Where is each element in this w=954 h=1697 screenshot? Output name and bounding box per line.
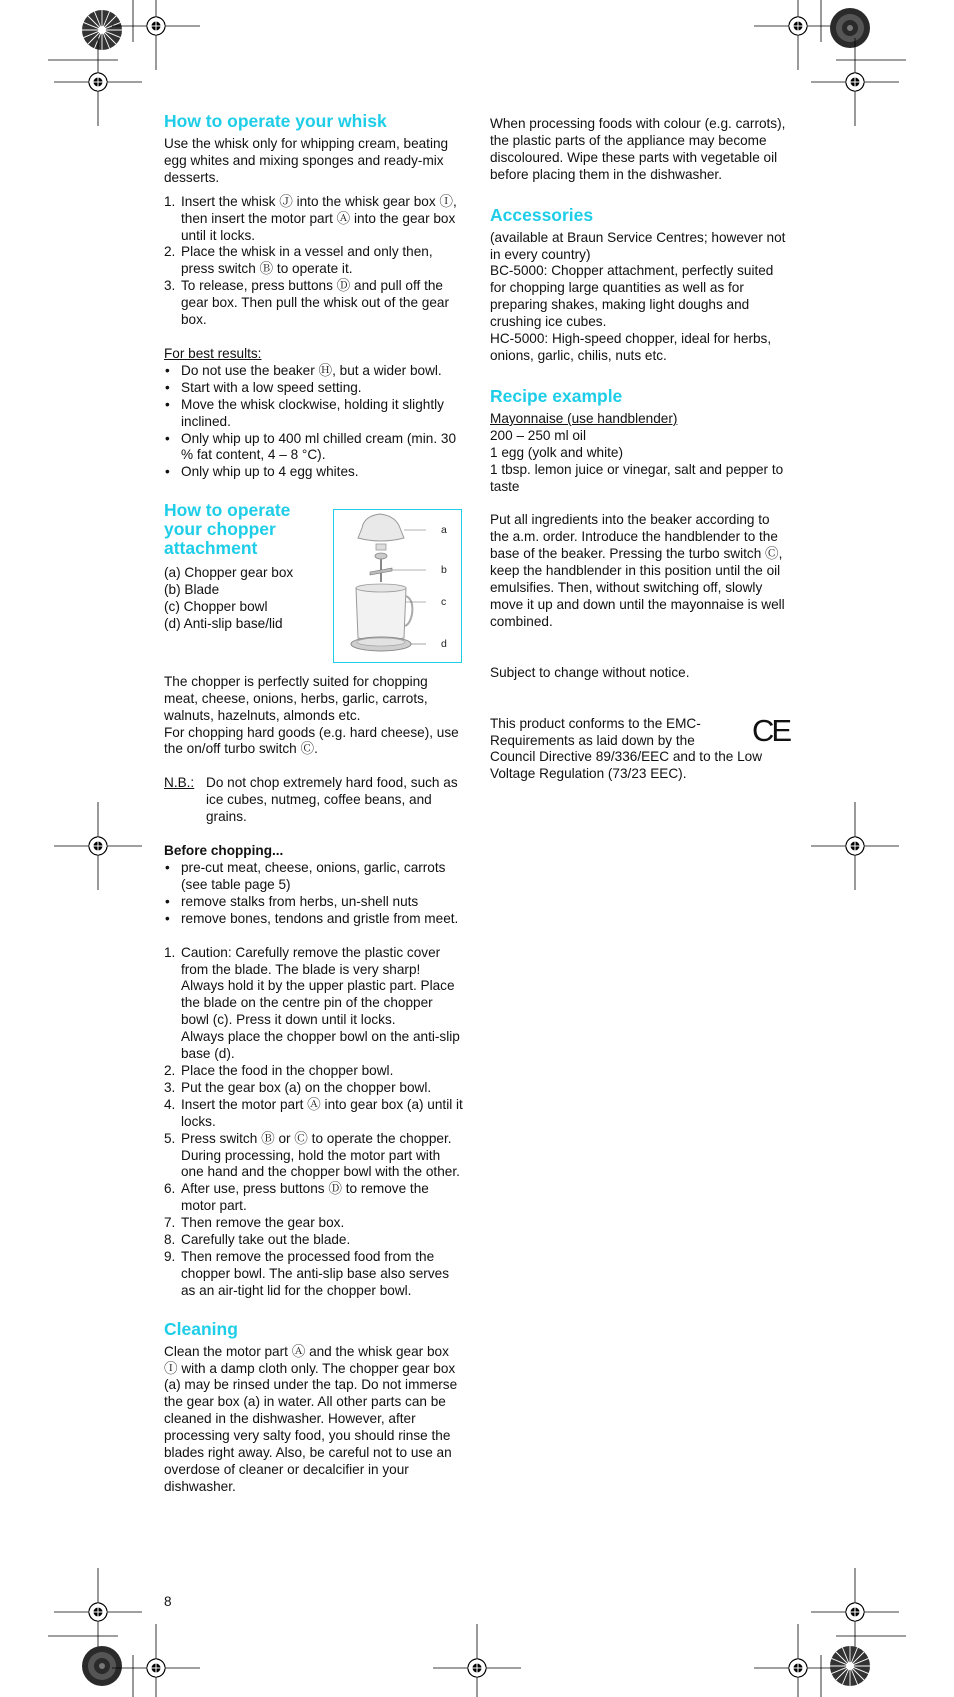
color-wheel-icon [82, 1646, 122, 1686]
ingredient: 200 – 250 ml oil [490, 427, 586, 443]
registration-mark-icon [754, 1624, 842, 1697]
accessories-bc5000: BC-5000: Chopper attachment, perfectly suited for chopping large quantities as well as for preparing shakes, making light doughs and crushing ice cubes. [490, 263, 774, 330]
list-item: 1. Insert the whisk Ⓙ into the whisk gear box Ⓘ, then insert the motor part Ⓐ into the gear box until it locks. [164, 193, 457, 243]
part-label: (b) Blade [164, 582, 220, 598]
registration-mark-icon [754, 0, 842, 70]
part-label: (c) Chopper bowl [164, 599, 268, 615]
registration-mark-icon [811, 1568, 899, 1656]
list-item: • Only whip up to 4 egg whites. [165, 464, 359, 480]
registration-mark-icon [433, 1624, 521, 1697]
ingredient: 1 tbsp. lemon juice or vinegar, salt and pepper to taste [490, 461, 784, 494]
nb-note: N.B.: Do not chop extremely hard food, such as ice cubes, nutmeg, coffee beans, and grains. [164, 775, 458, 825]
subject-to-change: Subject to change without notice. [490, 664, 690, 680]
list-item: 2. Place the whisk in a vessel and only then, press switch Ⓑ to operate it. [164, 244, 433, 277]
cleaning-heading: Cleaning [164, 1318, 238, 1339]
whisk-heading: How to operate your whisk [164, 111, 387, 131]
before-chopping-label: Before chopping... [164, 843, 284, 859]
accessories-hc5000: HC-5000: High-speed chopper, ideal for herbs, onions, garlic, chilis, nuts etc. [490, 331, 772, 363]
color-wheel-icon [830, 8, 870, 48]
page-number: 8 [164, 1594, 172, 1609]
accessories-availability: (available at Braun Service Centres; however not in every country) [490, 229, 786, 262]
recipe-method: Put all ingredients into the beaker according to the a.m. order. Introduce the handblender to the base of the beaker. Pressing the turbo switch Ⓒ, keep the handblender in this position until the oil emulsifies. Then, without switching off, slowly move it up and down until the mayonnaise is well combined. [490, 512, 785, 629]
registration-mark-icon [54, 1568, 142, 1656]
chopper-hard-goods: For chopping hard goods (e.g. hard cheese), use the on/off turbo switch Ⓒ. [164, 724, 459, 757]
list-item: 3. To release, press buttons Ⓓ and pull off the gear box. Then pull the whisk out of the gear box. [164, 278, 450, 328]
recipe-title: Mayonnaise (use handblender) [490, 410, 678, 426]
ce-mark-icon: CE [752, 712, 790, 748]
list-item: • Move the whisk clockwise, holding it slightly inclined. [165, 396, 444, 429]
list-item: • Start with a low speed setting. [165, 379, 362, 395]
list-item: 8. Carefully take out the blade. [164, 1232, 351, 1248]
registration-mark-icon [54, 38, 142, 126]
chopper-suited: The chopper is perfectly suited for chopping meat, cheese, onions, herbs, garlic, carrots, walnuts, hazelnuts, almonds etc. [164, 673, 428, 723]
list-item: • pre-cut meat, cheese, onions, garlic, carrots (see table page 5) [165, 860, 446, 892]
registration-mark-icon [811, 38, 899, 126]
list-item: 9. Then remove the processed food from the chopper bowl. The anti-slip base also serves as an air-tight lid for the chopper bowl. [164, 1248, 449, 1298]
registration-mark-icon [54, 802, 142, 890]
registration-mark-icon [811, 802, 899, 890]
figure-label-b: b [441, 564, 447, 576]
registration-mark-icon [112, 1624, 200, 1697]
part-label: (d) Anti-slip base/lid [164, 615, 283, 631]
cleaning-text: Clean the motor part Ⓐ and the whisk gear box Ⓘ with a damp cloth only. The chopper gear box (a) may be rinsed under the tap. Do not immerse the gear box (a) in water. All other parts can be cleaned in the dishwasher. However, after processing very salty food, you should rinse the blades right away. Also, be careful not to use an overdose of cleaner or decalcifier in your dishwasher. [164, 1343, 458, 1494]
part-label: (a) Chopper gear box [164, 565, 294, 581]
figure-label-d: d [441, 638, 447, 650]
chopper-heading: How to operate your chopper attachment [164, 500, 291, 559]
list-item: 4. Insert the motor part Ⓐ into gear box (a) until it locks. [164, 1096, 463, 1129]
colour-note: When processing foods with colour (e.g. carrots), the plastic parts of the appliance may become discoloured. Wipe these parts with vegetable oil before placing them in the dishwasher. [490, 116, 786, 182]
list-item: • Only whip up to 400 ml chilled cream (min. 30 % fat content, 4 – 8 °C). [165, 430, 457, 463]
list-item: • remove bones, tendons and gristle from meet. [165, 910, 459, 926]
whisk-intro: Use the whisk only for whipping cream, beating egg whites and mixing sponges and ready-mix desserts. [164, 136, 449, 185]
recipe-heading: Recipe example [490, 385, 623, 406]
list-item: 5. Press switch Ⓑ or Ⓒ to operate the chopper. During processing, hold the motor part with one hand and the chopper bowl with the other. [164, 1130, 460, 1180]
accessories-heading: Accessories [490, 204, 594, 225]
ingredient: 1 egg (yolk and white) [490, 444, 623, 460]
emc-conformity: This product conforms to the EMC- Requirements as laid down by the Council Directive 89/336/EEC and to the Low Voltage Regulation (73/23 EEC). CE [490, 712, 790, 782]
color-wheel-icon [82, 10, 122, 50]
registration-mark-icon [112, 0, 200, 70]
figure-label-a: a [441, 524, 447, 536]
list-item: 2. Place the food in the chopper bowl. [164, 1062, 394, 1078]
list-item: • remove stalks from herbs, un-shell nuts [165, 893, 419, 909]
list-item: • Do not use the beaker Ⓗ, but a wider bowl. [165, 362, 442, 378]
list-item: 6. After use, press buttons Ⓓ to remove the motor part. [164, 1181, 429, 1214]
figure-label-c: c [441, 596, 447, 608]
list-item: 7. Then remove the gear box. [164, 1215, 345, 1231]
list-item: 3. Put the gear box (a) on the chopper bowl. [164, 1079, 432, 1095]
color-wheel-icon [830, 1646, 870, 1686]
list-item: 1. Caution: Carefully remove the plastic cover from the blade. The blade is very sharp! Always hold it by the upper plastic part. Place the blade on the centre pin of the chopper bowl (c). Press it down until it locks. Always place the chopper bowl on the anti-slip base (d). [164, 944, 460, 1062]
best-results-label: For best results: [164, 345, 262, 361]
